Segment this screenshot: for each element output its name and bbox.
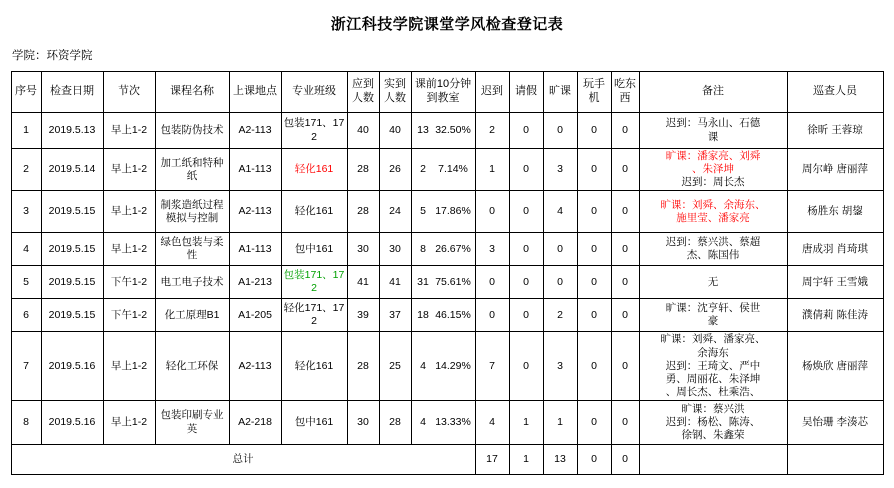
cell-course: 包装防伪技术 [155,113,229,149]
cell-early: 8 26.67% [411,233,475,266]
cell-absent: 1 [543,401,577,445]
cell-actual: 24 [379,191,411,233]
col-header-no: 序号 [11,72,41,113]
cell-date: 2019.5.15 [41,299,103,332]
cell-class: 轻化161 [281,149,347,191]
cell-phone: 0 [577,149,611,191]
col-header-absent: 旷课 [543,72,577,113]
cell-due: 30 [347,233,379,266]
cell-remark: 旷课：刘舜、潘家亮、 余海东 迟到：王琦文、严中 勇、周丽花、朱泽坤 、周长杰、杜乘浩、 [639,332,787,401]
cell-absent: 4 [543,191,577,233]
page-title: 浙江科技学院课堂学风检查登记表 [330,16,564,33]
cell-due: 40 [347,113,379,149]
cell-course: 轻化工环保 [155,332,229,401]
cell-place: A2-113 [229,332,281,401]
cell-actual: 30 [379,233,411,266]
cell-inspector: 唐成羽 肖琦琪 [787,233,883,266]
cell-course: 化工原理B1 [155,299,229,332]
col-header-leave: 请假 [509,72,543,113]
cell-inspector: 濮倩莉 陈佳涛 [787,299,883,332]
cell-inspector: 吴怡珊 李湊芯 [787,401,883,445]
cell-date: 2019.5.13 [41,113,103,149]
cell-course: 制浆造纸过程模拟与控制 [155,191,229,233]
cell-early: 2 7.14% [411,149,475,191]
total-eat: 0 [611,445,639,475]
cell-leave: 1 [509,401,543,445]
cell-early: 13 32.50% [411,113,475,149]
cell-actual: 40 [379,113,411,149]
cell-place: A1-113 [229,233,281,266]
cell-late: 0 [475,299,509,332]
cell-no: 3 [11,191,41,233]
cell-date: 2019.5.16 [41,332,103,401]
cell-place: A1-213 [229,266,281,299]
cell-place: A2-218 [229,401,281,445]
cell-due: 30 [347,401,379,445]
cell-remark: 迟到：蔡兴洪、蔡超 杰、陈国伟 [639,233,787,266]
table-row [11,191,883,233]
cell-eat: 0 [611,191,639,233]
col-header-course: 课程名称 [155,72,229,113]
table-row [11,332,883,401]
cell-inspector: 周尔峥 唐丽萍 [787,149,883,191]
cell-course: 绿色包装与柔性 [155,233,229,266]
cell-early: 4 13.33% [411,401,475,445]
cell-early: 4 14.29% [411,332,475,401]
cell-leave: 0 [509,332,543,401]
cell-leave: 0 [509,266,543,299]
cell-period: 下午1-2 [103,266,155,299]
total-inspector [787,445,883,475]
cell-due: 28 [347,191,379,233]
table-row [11,266,883,299]
cell-eat: 0 [611,332,639,401]
cell-due: 28 [347,332,379,401]
cell-remark: 旷课：沈亨轩、侯世 豪 [639,299,787,332]
cell-no: 5 [11,266,41,299]
cell-absent: 3 [543,149,577,191]
table-row [11,149,883,191]
col-header-date: 检查日期 [41,72,103,113]
cell-absent: 0 [543,266,577,299]
total-late: 17 [475,445,509,475]
cell-leave: 0 [509,299,543,332]
cell-late: 2 [475,113,509,149]
table-header-row [11,72,883,113]
col-header-late: 迟到 [475,72,509,113]
cell-eat: 0 [611,233,639,266]
col-header-period: 节次 [103,72,155,113]
cell-absent: 0 [543,233,577,266]
cell-remark: 迟到：马永山、石德 课 [639,113,787,149]
cell-eat: 0 [611,149,639,191]
col-header-place: 上课地点 [229,72,281,113]
cell-course: 加工纸和特种纸 [155,149,229,191]
cell-remark: 旷课：蔡兴洪 迟到：杨松、陈涛、 徐钢、朱鑫荣 [639,401,787,445]
cell-late: 3 [475,233,509,266]
cell-no: 6 [11,299,41,332]
col-header-actual: 实到人数 [379,72,411,113]
cell-date: 2019.5.15 [41,233,103,266]
cell-class: 轻化161 [281,332,347,401]
cell-period: 早上1-2 [103,113,155,149]
cell-late: 7 [475,332,509,401]
cell-inspector: 杨胜东 胡鋆 [787,191,883,233]
cell-absent: 0 [543,113,577,149]
inspection-table [11,71,884,475]
cell-actual: 37 [379,299,411,332]
total-label: 总计 [11,445,475,475]
cell-phone: 0 [577,266,611,299]
cell-due: 39 [347,299,379,332]
total-leave: 1 [509,445,543,475]
cell-date: 2019.5.15 [41,191,103,233]
cell-class: 轻化171、172 [281,299,347,332]
cell-late: 4 [475,401,509,445]
cell-date: 2019.5.15 [41,266,103,299]
cell-eat: 0 [611,401,639,445]
cell-phone: 0 [577,332,611,401]
cell-place: A2-113 [229,191,281,233]
cell-class: 包装171、172 [281,266,347,299]
cell-period: 早上1-2 [103,149,155,191]
cell-eat: 0 [611,266,639,299]
cell-class: 包装171、172 [281,113,347,149]
cell-class: 包中161 [281,401,347,445]
cell-remark: 旷课：潘家亮、刘舜 、朱泽坤 迟到：周长杰 [639,149,787,191]
cell-class: 轻化161 [281,191,347,233]
cell-phone: 0 [577,191,611,233]
cell-period: 早上1-2 [103,191,155,233]
cell-inspector: 徐昕 王蓉琼 [787,113,883,149]
cell-actual: 26 [379,149,411,191]
col-header-due: 应到人数 [347,72,379,113]
cell-absent: 2 [543,299,577,332]
cell-leave: 0 [509,149,543,191]
cell-inspector: 杨焕欣 唐丽萍 [787,332,883,401]
cell-actual: 28 [379,401,411,445]
col-header-eat: 吃东西 [611,72,639,113]
cell-no: 4 [11,233,41,266]
cell-phone: 0 [577,299,611,332]
cell-date: 2019.5.14 [41,149,103,191]
cell-class: 包中161 [281,233,347,266]
cell-no: 8 [11,401,41,445]
cell-leave: 0 [509,233,543,266]
cell-late: 0 [475,191,509,233]
cell-place: A2-113 [229,113,281,149]
cell-late: 1 [475,149,509,191]
cell-actual: 41 [379,266,411,299]
cell-early: 5 17.86% [411,191,475,233]
cell-period: 早上1-2 [103,332,155,401]
cell-no: 7 [11,332,41,401]
cell-place: A1-205 [229,299,281,332]
total-phone: 0 [577,445,611,475]
cell-period: 下午1-2 [103,299,155,332]
cell-eat: 0 [611,113,639,149]
cell-remark: 无 [639,266,787,299]
cell-date: 2019.5.16 [41,401,103,445]
cell-course: 电工电子技术 [155,266,229,299]
col-header-class: 专业班级 [281,72,347,113]
cell-place: A1-113 [229,149,281,191]
cell-actual: 25 [379,332,411,401]
table-row [11,299,883,332]
cell-no: 2 [11,149,41,191]
cell-due: 28 [347,149,379,191]
total-remark [639,445,787,475]
cell-period: 早上1-2 [103,233,155,266]
table-total-row [11,445,883,475]
cell-inspector: 周宇轩 王雪娥 [787,266,883,299]
cell-phone: 0 [577,401,611,445]
cell-absent: 3 [543,332,577,401]
cell-course: 包装印刷专业英 [155,401,229,445]
col-header-inspector: 巡查人员 [787,72,883,113]
cell-late: 0 [475,266,509,299]
total-absent: 13 [543,445,577,475]
cell-remark: 旷课：刘舜、余海东、 施里莹、潘家亮 [639,191,787,233]
col-header-remark: 备注 [639,72,787,113]
table-row [11,401,883,445]
cell-due: 41 [347,266,379,299]
college-label: 学院：环资学院 [12,50,93,62]
table-row [11,233,883,266]
col-header-early: 课前10分钟到教室 [411,72,475,113]
col-header-phone: 玩手机 [577,72,611,113]
cell-eat: 0 [611,299,639,332]
table-row [11,113,883,149]
cell-early: 18 46.15% [411,299,475,332]
cell-period: 早上1-2 [103,401,155,445]
cell-no: 1 [11,113,41,149]
cell-phone: 0 [577,113,611,149]
cell-early: 31 75.61% [411,266,475,299]
cell-leave: 0 [509,191,543,233]
cell-leave: 0 [509,113,543,149]
cell-phone: 0 [577,233,611,266]
